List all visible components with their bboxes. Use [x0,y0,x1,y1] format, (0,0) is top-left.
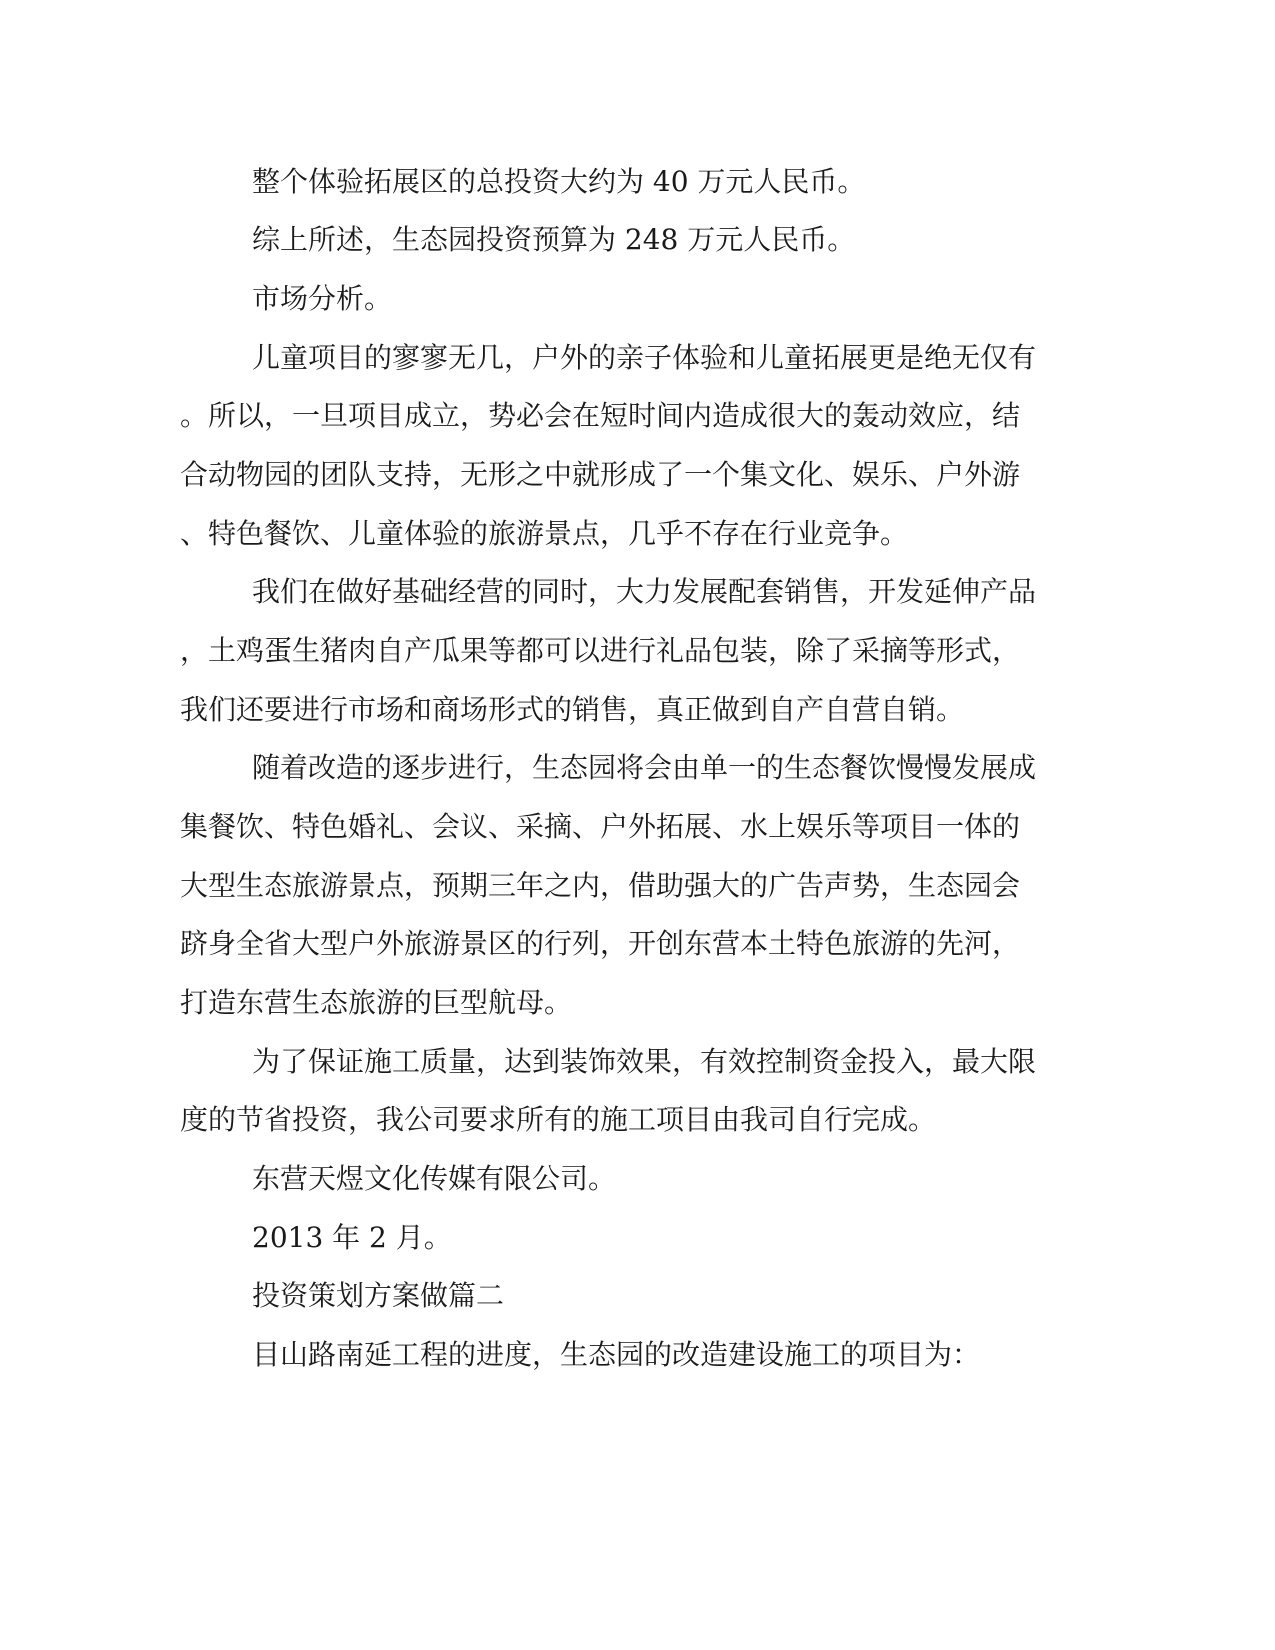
paragraph-line: 目山路南延工程的进度，生态园的改造建设施工的项目为： [252,1338,981,1371]
paragraph-line: ，土鸡蛋生猪肉自产瓜果等都可以进行礼品包装，除了采摘等形式， [180,634,1021,667]
paragraph-line: 综上所述，生态园投资预算为 248 万元人民币。 [252,223,856,256]
paragraph-line: 合动物园的团队支持，无形之中就形成了一个集文化、娱乐、户外游 [180,458,1021,491]
paragraph-line: 儿童项目的寥寥无几，户外的亲子体验和儿童拓展更是绝无仅有 [252,341,1037,374]
paragraph-line: 、特色餐饮、儿童体验的旅游景点，几乎不存在行业竞争。 [180,517,909,550]
paragraph-line: 集餐饮、特色婚礼、会议、采摘、户外拓展、水上娱乐等项目一体的 [180,810,1021,843]
paragraph-line: 。所以，一旦项目成立，势必会在短时间内造成很大的轰动效应，结 [180,399,1021,432]
document-date: 2013 年 2 月。 [252,1221,452,1254]
paragraph-line: 为了保证施工质量，达到装饰效果，有效控制资金投入，最大限 [252,1045,1037,1078]
paragraph-line: 度的节省投资，我公司要求所有的施工项目由我司自行完成。 [180,1103,937,1136]
paragraph-line: 大型生态旅游景点，预期三年之内，借助强大的广告声势，生态园会 [180,869,1021,902]
paragraph-line: 随着改造的逐步进行，生态园将会由单一的生态餐饮慢慢发展成 [252,751,1037,784]
paragraph-line: 整个体验拓展区的总投资大约为 40 万元人民币。 [252,165,866,198]
section-heading: 市场分析。 [252,282,393,315]
paragraph-line: 我们在做好基础经营的同时，大力发展配套销售，开发延伸产品 [252,575,1037,608]
section-title: 投资策划方案做篇二 [252,1279,505,1312]
paragraph-line: 打造东营生态旅游的巨型航母。 [180,986,573,1019]
paragraph-line: 跻身全省大型户外旅游景区的行列，开创东营本土特色旅游的先河， [180,927,1021,960]
paragraph-line: 我们还要进行市场和商场形式的销售，真正做到自产自营自销。 [180,693,965,726]
company-name: 东营天煜文化传媒有限公司。 [252,1162,617,1195]
